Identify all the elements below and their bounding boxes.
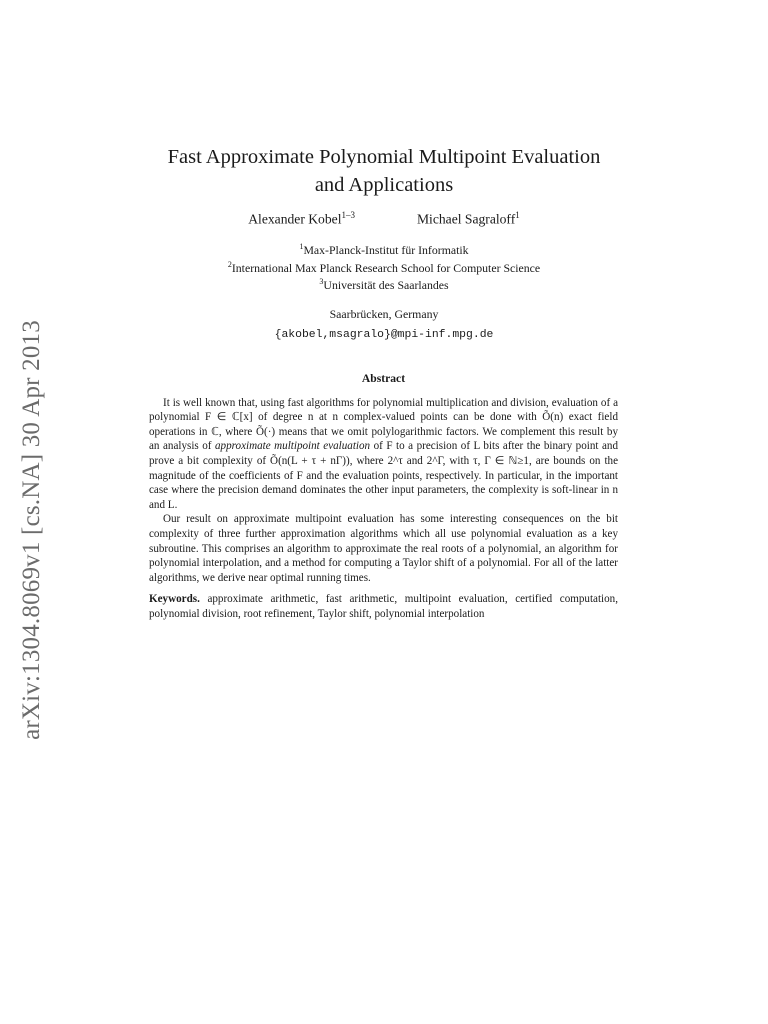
paper-title [140, 143, 628, 199]
affiliation [140, 258, 628, 276]
keywords-text: approximate arithmetic, fast arithmetic, multipoint evaluation, certified computation, polynomial division, root refinement, Taylor shift, polynomial interpolation [149, 593, 618, 620]
author [248, 210, 355, 228]
affil-mark: 3 [319, 277, 324, 287]
title-line-2: and Applications [314, 174, 454, 196]
keywords-label: Keywords. [149, 593, 200, 606]
abstract-paragraph-2: Our result on approximate multipoint evaluation has some interesting consequences on the bit complexity of three further approximation algorithms which all use polynomial evaluation as a key subroutine. This comprises an algorithm to approximate the real roots of a polynomial, an algorithm for polynomial interpolation, and a method for computing a Taylor shift of a polynomial. For all of the latter algorithms, we derive near optimal running times. [149, 513, 618, 584]
affiliation [140, 240, 628, 258]
affil-text: Max-Planck-Institut für Informatik [303, 242, 469, 257]
affiliations [140, 240, 628, 343]
author-affil-mark: 1–3 [341, 210, 355, 220]
author-affil-mark: 1 [515, 210, 520, 220]
author-name: Michael Sagraloff [416, 211, 516, 227]
abstract-paragraph-1 [149, 396, 618, 513]
abstract-text: of F to a precision of L bits after the binary point and prove a bit complexity of Õ(n(L + τ + nΓ)), where 2^τ and 2^Γ, with τ, Γ ∈ ℕ≥1, are bounds on the magnitude of the coefficients of F and the evaluation points, respectively. In particular, in the important case where the precision demand dominates the other input parameters, the complexity is soft-linear in n and L. [149, 440, 618, 511]
affiliation [140, 275, 628, 293]
abstract-section [149, 372, 618, 622]
arxiv-stamp-text: arXiv:1304.8069v1 [cs.NA] 30 Apr 2013 [18, 320, 46, 740]
author-email: {akobel,msagralo}@mpi-inf.mpg.de [274, 328, 494, 341]
title-line-1: Fast Approximate Polynomial Multipoint Evaluation [167, 146, 601, 168]
author-name: Alexander Kobel [248, 211, 342, 227]
abstract-heading: Abstract [361, 372, 406, 385]
city: Saarbrücken, Germany [329, 307, 439, 322]
author-list [140, 210, 628, 228]
abstract-emphasis: approximate multipoint evaluation [214, 440, 371, 453]
affil-text: International Max Planck Research School for Computer Science [231, 260, 541, 275]
abstract-text: It is well known that, using fast algorithms for polynomial multiplication and division, evaluation of a polynomial F ∈ ℂ[x] of degree n at n complex-valued points can be done with Õ(n) exact field operations in ℂ, where Õ(·) means that we omit polylogarithmic factors. We complement this result by an analysis of [149, 396, 618, 453]
author [417, 210, 520, 228]
keywords [149, 592, 618, 621]
affil-mark: 1 [299, 242, 304, 251]
affil-text: Universität des Saarlandes [323, 278, 449, 293]
arxiv-stamp [12, 320, 52, 740]
affil-mark: 2 [227, 259, 232, 269]
